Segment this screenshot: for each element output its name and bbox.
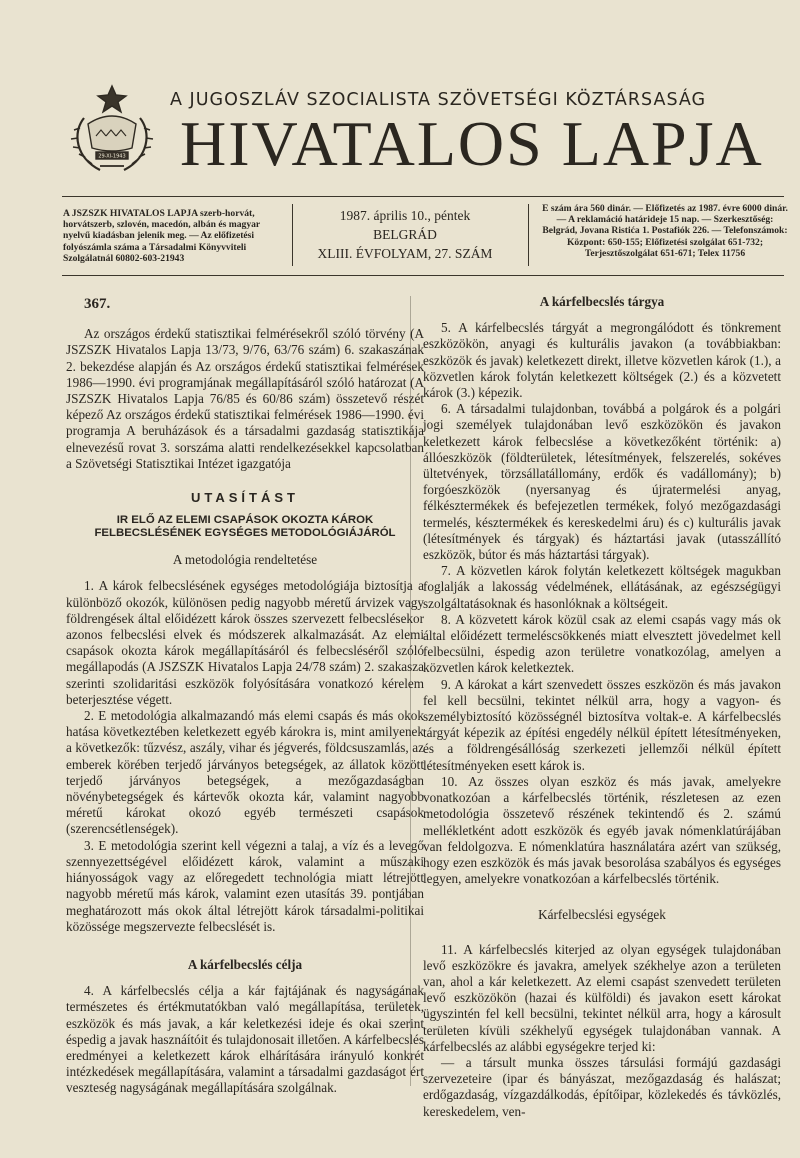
left-column	[66, 292, 424, 1097]
paragraph-1: 1. A károk felbecslésének egységes metodológiája biztosítja a különböző okozók, különösen pedig nagyobb méretű árvizek vagy földrengések által előidézett károk összes szervezett felbecslésekor azonos felbecslési elvek és módszerek alkalmazását. Az elemi csapások okozta károk megállapításáról és felbecsléséről szóló megállapodás (A JSZSZK Hivatalos Lapja 24/78 szám) 2. szakasza szerinti szolidaritási eszközök folyósítására vonatkozó kérelem beterjesztése végett.	[66, 578, 424, 707]
issue-volume: XLIII. ÉVFOLYAM, 27. SZÁM	[317, 246, 493, 261]
gazette-title: HIVATALOS LAPJA	[180, 108, 764, 179]
paragraph-7: 7. A közvetlen károk folytán keletkezett költségek magukban foglalják a lakosság védelmének, ellátásának, az egészségügyi szolgáltatásoknak és hasonlóknak a költségeit.	[423, 563, 781, 611]
paragraph-5: 5. A kárfelbecslés tárgyát a megrongálódott és tönkrement eszközökön, anyagi és kulturális javakon (a továbbiakban: eszközök és javak) keletkezett direkt, illetve közvetlen károk (1.), a közvetlen károk folytán keletkezett költségek (2.) és a közvetett károk (3.) képezik.	[423, 320, 781, 401]
emblem-date: 29-XI-1943	[98, 153, 126, 160]
issue-city: BELGRÁD	[373, 227, 437, 242]
info-divider-right	[528, 204, 529, 266]
info-divider-left	[292, 204, 293, 266]
country-name: A JUGOSZLÁV SZOCIALISTA SZÖVETSÉGI KÖZTÁRSASÁG	[170, 90, 707, 110]
paragraph-12: — a társult munka összes társulási formájú gazdasági szervezeteire (ipar és bányászat, mezőgazdaság és halászat; erdőgazdaság, vízgazdálkodás, építőipar, közlekedés és távközlés, kereskedelem, ven-	[423, 1054, 781, 1119]
paragraph-11: 11. A kárfelbecslés kiterjed az olyan egységek tulajdonában levő eszközökre és javakra, amelyek székhelye azon a területen van, ahol a kár keletkezett. Az elemi csapást szenvedett területen levő eszközökön (hazai és külföldi) és javakon esett károkat ügyszintén fel kell becsülni, tekintet nélkül arra, hogy a károsult területen kívüli székhelyű egységek tulajdonában vannak. A kárfelbecslés az alábbi egységekre terjed ki:	[423, 941, 781, 1054]
paragraph-6: 6. A társadalmi tulajdonban, továbbá a polgárok és a polgári jogi személyek tulajdonában levő eszközökön és javakon keletkezett károk felbecslése a következőként történik: a) állóeszközök (földterületek, létesítmények, felszerelés, sokéves ültetvények, törzsállatállomány, erdők és vadállomány); b) forgóeszközök (nyersanyag és újratermelési anyag, félkésztermékek és befejezetlen termékek, folyó mezőgazdasági termelés, késztermékek és kereskedelmi áru) és c) kulturális javak (létesítmények és tárgyak) és háztartási javak (utasszállító eszközök, bútor és más háztartási tárgyak).	[423, 401, 781, 563]
info-rule	[62, 275, 784, 276]
paragraph-2: 2. E metodológia alkalmazandó más elemi csapás és más okok hatása következtében keletkezett egyéb károkra is, mint amilyenek a következők: tűzvész, aszály, vihar és jégverés, földcsuszamlás, az emberek körében terjedő járványos betegségek, az állatok között terjedő járványos betegségek, a mezőgazdaságban növénybetegségek és kártevők okozta kár, valamint nagyobb méretű károkat okozó egyéb természeti csapások (szerencsétlenségek).	[66, 708, 424, 837]
paragraph-3: 3. E metodológia szerint kell végezni a talaj, a víz és a levegő szennyezettségével előidézett károk, valamint a műszaki hiányosságok vagy az előregedett technológia miatt létrejött nagyobb méretű más károk, valamint ezen utasítás 39. pontjában meghatározott más okok által létrejött károk társadalmi-politikai közössége megszervezte felbecslését is.	[66, 837, 424, 934]
paragraph-4: 4. A kárfelbecslés célja a kár fajtájának és nagyságának természetes és értékmutatókban való megállapítása, területek, eszközök és más javak, a kár keletkezési ideje és okai szerint éspedig a javak hasznáítóit és tulajdonosait illetően. A kárfelbecslés eredményei a keletkezett károk elhárítására irányuló konkrét intézkedések megállapítására, valamint a társadalmi gazdaságot ért veszteség nagyságának megállapítására szolgálnak.	[66, 983, 424, 1096]
heading-instruction: UTASÍTÁST	[191, 490, 299, 506]
preamble: Az országos érdekű statisztikai felmérésekről szóló törvény (A JSZSZK Hivatalos Lapja 13/73, 9/76, 63/76 szám) 6. szakaszának 2. bekezdése alapján és Az országos érdekű statisztikai felmérések 1986—1990. évi programjának megállapításáról szóló határozat (A JSZSZK Hivatalos Lapja 76/85 és 60/86 szám) összetevő részét képező Az országos érdekű statisztikai felmérések 1986—1990. évi programja A beruházások és a társadalmi gazdaság statisztikája elnevezésű rovat 3. sorszáma alatti rendelkezésekkel kapcsolatban a Szövetségi Statisztikai Intézet igazgatója	[66, 326, 424, 471]
masthead-rule	[62, 196, 784, 197]
paragraph-9: 9. A károkat a kárt szenvedett összes eszközön és más javakon fel kell becsülni, tekintet nélkül arra, hogy a vagyon- és személybiztosító közösségnél biztosítva voltak-e. A kárfelbecslés tárgyát képezik az építési engedély nélkül épített létesítményeken, és a földrengésállóság szerkezeti jellemzői nélkül épített létesítményeken esett károk is.	[423, 676, 781, 773]
paragraph-8: 8. A közvetett károk közül csak az elemi csapás vagy más ok által előidézett termeléscsökkenés miatt elvesztett jövedelmet kell felbecsülni, éspedig azon területre vonatkozólag, amelyen a közvetlen károk keletkeztek.	[423, 611, 781, 676]
column-divider	[410, 296, 411, 1086]
section-heading-units: Kárfelbecslési egységek	[538, 907, 666, 923]
issue-info	[305, 206, 505, 263]
section-heading-goal: A kárfelbecslés célja	[187, 956, 303, 972]
right-column	[423, 292, 781, 1120]
document-number: 367.	[84, 296, 111, 312]
paragraph-10: 10. Az összes olyan eszköz és más javak, amelyekre vonatkozóan a kárfelbecslés történik, részletesen az ezen metodológia összetevő részének tekintendő és 2. számú mellékletként adott eszközök és egyéb javak nómenklatúrájában van feldolgozva. E nómenklatúra használatára azért van szükség, hogy ezen eszközök és más javak besorolása szabályos és egységes legyen, amelyekre vonatkozóan a kárfelbecslés történik.	[423, 773, 781, 887]
section-heading-purpose: A metodológia rendeltetése	[172, 552, 318, 568]
publication-info: A JSZSZK HIVATALOS LAPJA szerb-horvát, horvátszerb, szlovén, macedón, albán és magyar nyelvű kiadásban jelenik meg. — Az előfizetési folyószámla száma a Társadalmi Könyvviteli Szolgálatnál 60802-603-21943	[63, 208, 261, 264]
state-emblem-icon	[62, 78, 162, 178]
section-heading-subject: A kárfelbecslés tárgya	[539, 294, 665, 309]
subscription-info: E szám ára 560 dinár. — Előfizetés az 1987. évre 6000 dinár. — A reklamáció határideje 15 nap. — Szerkesztőség: Belgrád, Jovana Ristića 1. Postafiók 226. — Telefonszámok: Központ: 650-155; Előfizetési szolgálat 651-732; Terjesztőszolgálat 651-671; Telex 11756	[542, 203, 788, 259]
issue-date: 1987. április 10., péntek	[339, 208, 471, 223]
heading-subject: IR ELŐ AZ ELEMI CSAPÁSOK OKOZTA KÁROK FELBECSLÉSÉNEK EGYSÉGES METODOLÓGIÁJÁRÓL	[94, 514, 396, 540]
